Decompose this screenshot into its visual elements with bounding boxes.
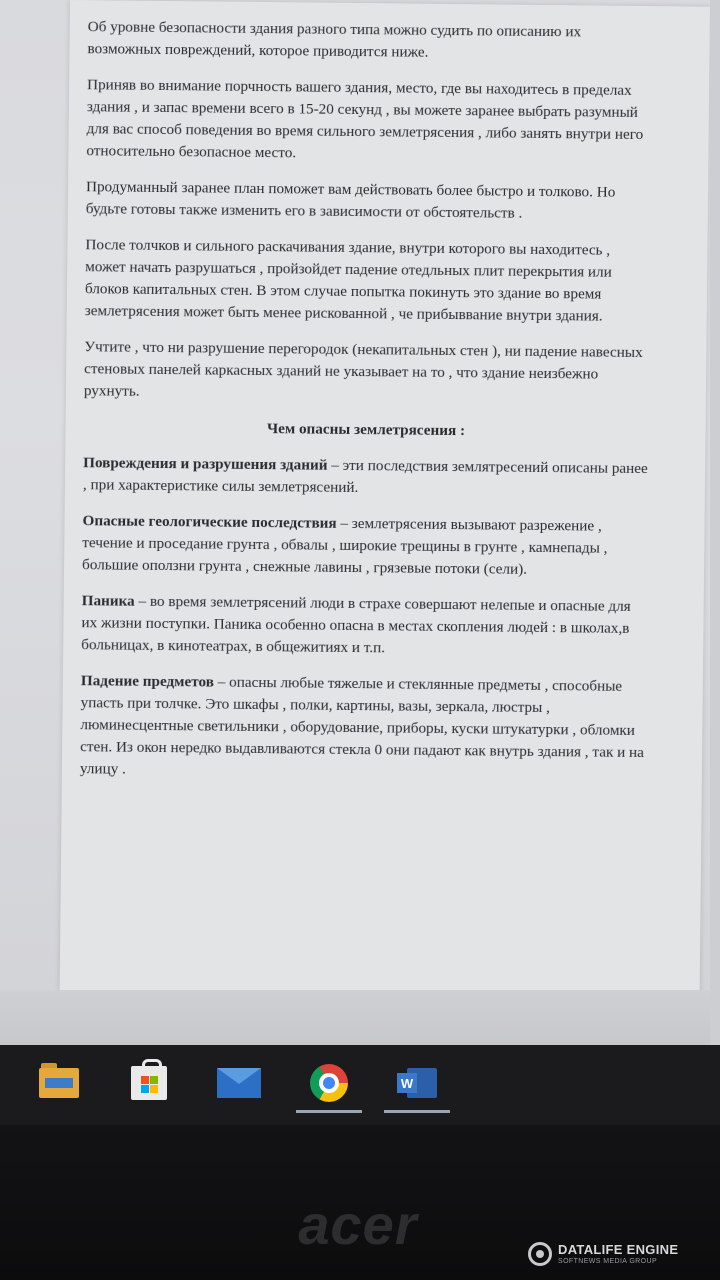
store-icon <box>131 1066 167 1100</box>
watermark-title: DATALIFE ENGINE <box>558 1241 679 1257</box>
document-page[interactable] <box>60 0 710 997</box>
section-heading: Чем опасны землетрясения : <box>266 420 466 440</box>
paragraph: Продуманный заранее план поможет вам действовать более быстро и толково. Но будьте готовы также изменить его в зависимости от обстоятельств . <box>85 178 616 222</box>
section-text: – опасны любые тяжелые и стеклянные предметы , способные упасть при толчке. Это шкафы , полки, картины, вазы, зеркала, люстры , люминесцентные светильники , оборудование, приборы, куски штукатурки , обломки стен. Из окон нередко выдавливаются стекла 0 они падают как внутрь здания , так и на улицу . <box>79 673 645 778</box>
section-term: Опасные геологические последствия <box>82 512 337 532</box>
section-paragraph <box>80 670 646 786</box>
watermark <box>528 1236 714 1272</box>
paragraph: Об уровне безопасности здания разного типа можно судить по описанию их возможных повреждений, которое приводится ниже. <box>87 18 582 61</box>
paragraph: Учтите , что ни разрушение перегородок (некапитальных стен ), ни падение навесных стеновых панелей каркасных зданий не указывает на то , что здание неизбежно рухнуть. <box>83 338 643 400</box>
paragraph: После толчков и сильного раскачивания здание, внутри которого вы находитесь , может начать разрушаться , пройзойдет падение отедльных плит перекрытия или блоков капитальных стен. В этом случае попытка покинуть это здание во время землетрясения может быть менее рискованной , че прибыввание внутри здания. <box>84 236 612 325</box>
section-term: Повреждения и разрушения зданий <box>83 454 328 474</box>
taskbar-chrome-button[interactable] <box>290 1051 368 1115</box>
mail-icon <box>217 1068 261 1098</box>
watermark-subtitle: SOFTNEWS MEDIA GROUP <box>558 1257 658 1265</box>
document-body <box>80 16 653 800</box>
page-gap <box>0 990 720 1045</box>
section-term: Паника <box>81 592 135 610</box>
paragraph: Приняв во внимание порчность вашего здания, место, где вы находитесь в пределах здания , и запас времени всего в 15-20 секунд , вы можете заранее выбрать разумный для вас способ поведения во время сильного землетрясения , либо занять внутри него относительно безопасное место. <box>86 76 644 162</box>
taskbar <box>0 1045 720 1125</box>
section-paragraph <box>81 590 647 662</box>
watermark-logo-icon <box>528 1242 552 1266</box>
taskbar-file-explorer-button[interactable] <box>20 1051 98 1115</box>
taskbar-word-button[interactable] <box>378 1051 456 1115</box>
taskbar-store-button[interactable] <box>110 1051 188 1115</box>
brand-logo: acer <box>298 1193 418 1256</box>
section-paragraph <box>83 452 648 502</box>
section-text: – во время землетрясений люди в страхе совершают нелепые и опасные для их жизни поступки. Паника особенно опасна в местах скопления людей : в школах,в больницах, в кинотеатрах, в общежитиях и т.п. <box>81 592 631 657</box>
word-icon: W <box>397 1066 437 1100</box>
scrollbar[interactable] <box>710 0 720 1045</box>
section-text: – эти последствия землятресений описаны ранее , при характеристике силы землетрясений. <box>82 456 648 497</box>
chrome-icon <box>310 1064 348 1102</box>
section-term: Падение предметов <box>80 672 215 691</box>
section-text: – землетрясения вызывают разрежение , течение и проседание грунта , обвалы , широкие трещины в грунте , камнепады , большие оползни грунта , снежные лавины , грязевые потоки (сели). <box>81 514 608 578</box>
section-paragraph <box>82 510 648 582</box>
taskbar-mail-button[interactable] <box>200 1051 278 1115</box>
file-explorer-icon <box>39 1068 79 1098</box>
